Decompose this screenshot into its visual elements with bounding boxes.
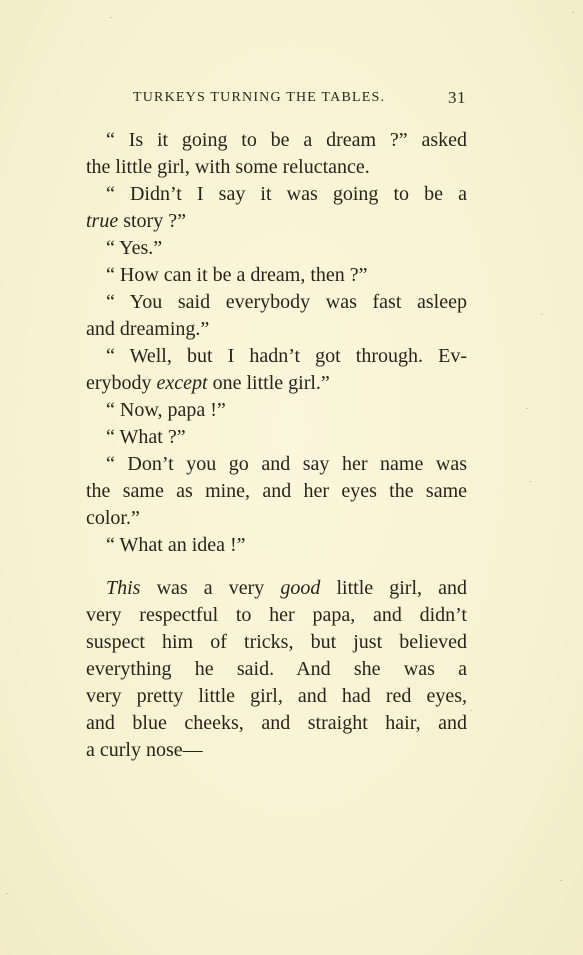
emphasis: except	[156, 372, 208, 394]
text-line: “ Didn’t I say it was going to be a	[106, 183, 467, 205]
text-line: everything he said. And she was a	[86, 658, 467, 680]
text-line: “ You said everybody was fast asleep	[106, 291, 467, 313]
running-head	[133, 90, 466, 110]
text-line: and dreaming.”	[86, 318, 210, 340]
running-head-title: TURKEYS TURNING THE TABLES.	[133, 90, 386, 105]
text-line: and blue cheeks, and straight hair, and	[86, 712, 467, 734]
paper-speck	[541, 314, 543, 315]
text-line: “ Yes.”	[106, 237, 163, 259]
emphasis: true	[86, 210, 119, 232]
text-line: “ How can it be a dream, then ?”	[106, 264, 368, 286]
text-line: erybody except one little girl.”	[86, 372, 330, 394]
paper-speck	[529, 481, 531, 482]
dialogue-block	[86, 127, 467, 559]
emphasis: This	[106, 577, 141, 599]
text-line: suspect him of tricks, but just believed	[86, 631, 467, 653]
text-line: the same as mine, and her eyes the same	[86, 480, 467, 502]
paper-speck	[526, 408, 528, 409]
text-line: “ Don’t you go and say her name was	[106, 453, 467, 475]
paper-speck	[560, 880, 562, 881]
paper-speck	[6, 893, 8, 894]
text-line: true story ?”	[86, 210, 186, 232]
paper-speck	[110, 17, 112, 18]
paper-speck	[470, 710, 472, 711]
text-line: “ What ?”	[106, 426, 186, 448]
page-number: 31	[448, 88, 466, 107]
text-line: “ Well, but I hadn’t got through. Ev-	[106, 345, 467, 367]
narrative-paragraph	[86, 575, 467, 764]
text-line: “ Now, papa !”	[106, 399, 226, 421]
text-line: color.”	[86, 507, 140, 529]
text-line: very respectful to her papa, and didn’t	[86, 604, 467, 626]
text-line: a curly nose—	[86, 739, 203, 761]
emphasis: good	[280, 577, 321, 599]
paper-speck	[572, 12, 574, 13]
text-line: the little girl, with some reluctance.	[86, 156, 370, 178]
text-line: very pretty little girl, and had red eyes,	[86, 685, 467, 707]
text-line: This was a very good little girl, and	[106, 577, 467, 599]
text-line: “ What an idea !”	[106, 534, 246, 556]
text-line: “ Is it going to be a dream ?” asked	[106, 129, 467, 151]
